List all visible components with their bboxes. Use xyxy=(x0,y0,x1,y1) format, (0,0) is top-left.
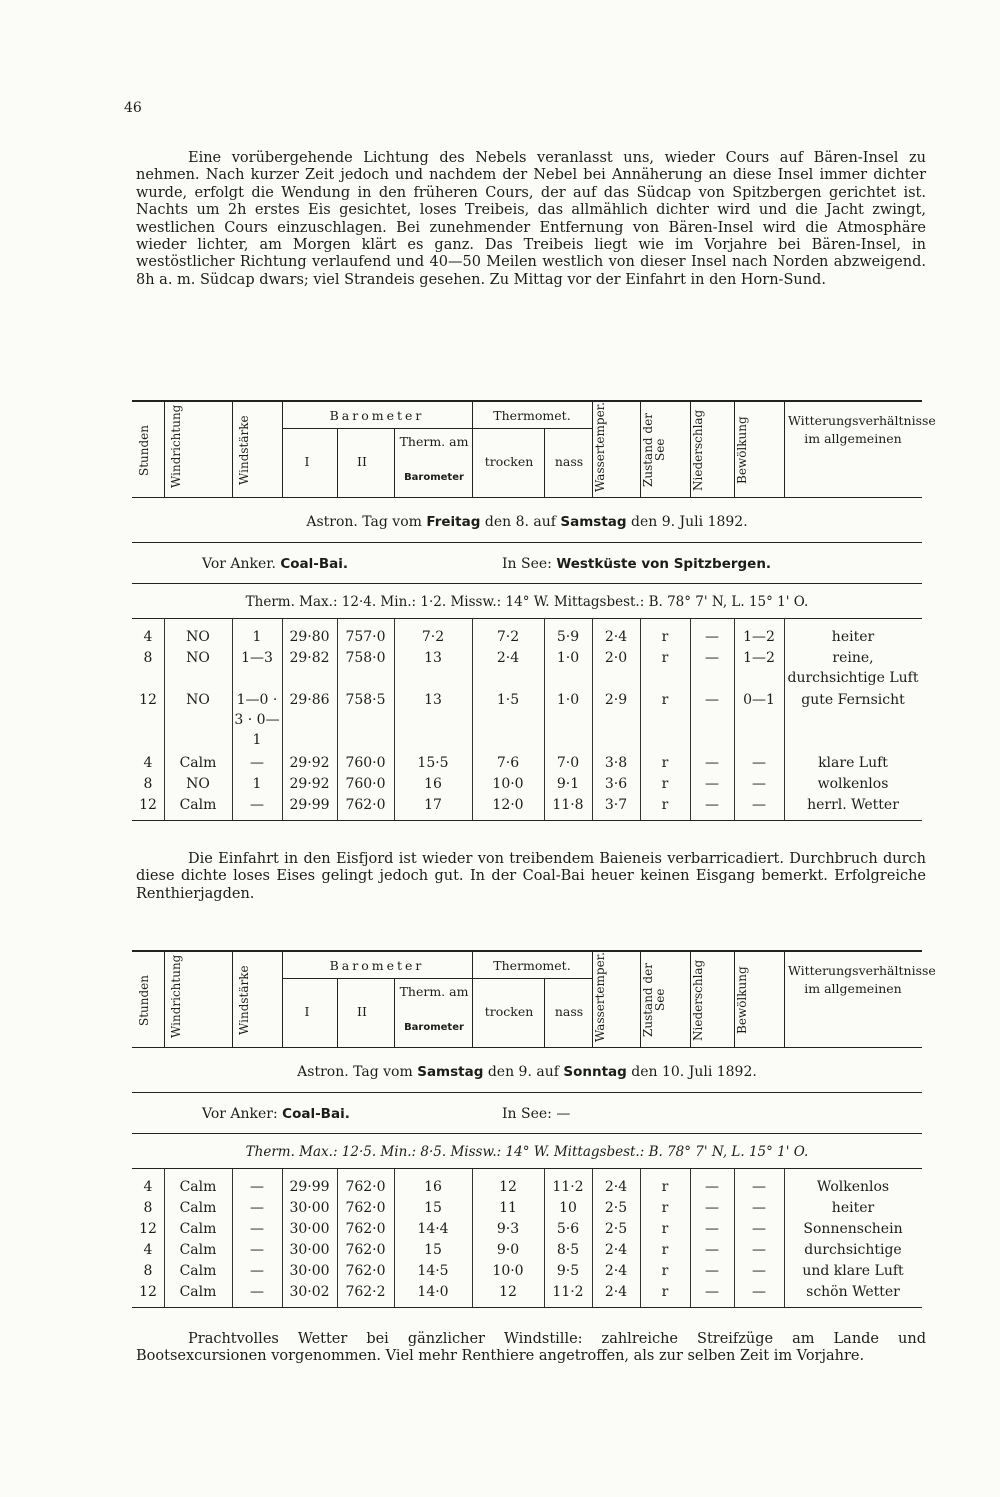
cell-tr: 7·6 xyxy=(496,755,520,771)
cell-zs: r xyxy=(661,650,669,666)
cell-b1: 30·02 xyxy=(289,1284,330,1300)
anchor-line: Vor Anker. Coal-Bai. In See: Westküste von Spitzbergen. xyxy=(132,543,922,584)
header-trocken: trocken xyxy=(484,454,534,469)
table-row xyxy=(132,627,922,648)
cell-wr: Calm xyxy=(179,755,217,771)
cell-wr: NO xyxy=(186,650,210,666)
cell-b1: 30·00 xyxy=(289,1221,330,1237)
cell-b2: 757·0 xyxy=(345,629,386,645)
cell-b2: 760·0 xyxy=(345,755,386,771)
day-line: Astron. Tag vom Samstag den 9. auf Sonntag den 10. Juli 1892. xyxy=(132,1048,922,1093)
header-wassertemper: Wassertemper. xyxy=(593,952,607,1042)
cell-wr: Calm xyxy=(179,1221,217,1237)
cell-b2: 762·0 xyxy=(345,1221,386,1237)
cell-b2: 762·0 xyxy=(345,1200,386,1216)
cell-zs: r xyxy=(661,776,669,792)
cell-bw: — xyxy=(752,1284,766,1300)
anchor-line: Vor Anker: Coal-Bai. In See: — xyxy=(132,1093,922,1134)
cell-zs: r xyxy=(661,1200,669,1216)
cell-b1: 29·82 xyxy=(289,650,330,666)
cell-b1: 30·00 xyxy=(289,1263,330,1279)
cell-ws: 1 xyxy=(252,629,262,645)
cell-b2: 762·0 xyxy=(345,1179,386,1195)
header-barometer-small: Barometer xyxy=(404,472,464,483)
cell-b1: 30·00 xyxy=(289,1242,330,1258)
cell-b1: 29·92 xyxy=(289,776,330,792)
header-barometer-small: Barometer xyxy=(404,1022,464,1033)
cell-wt: 2·9 xyxy=(604,692,628,708)
therm-line: Therm. Max.: 12·4. Min.: 1·2. Missw.: 14° W. Mittagsbest.: B. 78° 7' N, L. 15° 1' O. xyxy=(132,584,922,619)
header-therm-am: Therm. am xyxy=(399,434,469,449)
cell-ns: — xyxy=(705,776,719,792)
therm-line: Therm. Max.: 12·5. Min.: 8·5. Missw.: 14° W. Mittagsbest.: B. 78° 7' N, L. 15° 1' O. xyxy=(132,1134,922,1169)
cell-wv: klare Luft xyxy=(818,755,888,771)
cell-bw: — xyxy=(752,1179,766,1195)
cell-ta: 15·5 xyxy=(417,755,449,771)
header-wassertemper: Wassertemper. xyxy=(593,402,607,492)
cell-tr: 10·0 xyxy=(492,1263,524,1279)
cell-wt: 3·6 xyxy=(604,776,628,792)
cell-wt: 2·0 xyxy=(604,650,628,666)
header-zustand: Zustand der See xyxy=(641,963,667,1037)
cell-tr: 9·3 xyxy=(496,1221,520,1237)
cell-b1: 29·99 xyxy=(289,797,330,813)
cell-h: 8 xyxy=(143,1200,153,1216)
cell-ta: 14·0 xyxy=(417,1284,449,1300)
table-rows xyxy=(132,619,922,821)
header-bewoelkung: Bewölkung xyxy=(735,966,749,1034)
cell-b2: 758·0 xyxy=(345,650,386,666)
cell-zs: r xyxy=(661,1221,669,1237)
cell-ta: 15 xyxy=(424,1200,442,1216)
cell-ns: — xyxy=(705,797,719,813)
cell-ns: — xyxy=(705,1179,719,1195)
cell-ws: 1—0 · 3 · 0—1 xyxy=(234,692,280,748)
cell-wv: schön Wetter xyxy=(806,1284,900,1300)
cell-zs: r xyxy=(661,692,669,708)
day-line: Astron. Tag vom Freitag den 8. auf Samstag den 9. Juli 1892. xyxy=(132,498,922,543)
cell-ta: 15 xyxy=(424,1242,442,1258)
cell-wr: Calm xyxy=(179,1284,217,1300)
cell-h: 8 xyxy=(143,1263,153,1279)
header-nass: nass xyxy=(554,1004,584,1019)
cell-wr: Calm xyxy=(179,1242,217,1258)
cell-ta: 7·2 xyxy=(421,629,445,645)
cell-tr: 11 xyxy=(499,1200,517,1216)
cell-h: 12 xyxy=(139,1284,157,1300)
cell-b1: 30·00 xyxy=(289,1200,330,1216)
table-row xyxy=(132,753,922,774)
paragraph-1 xyxy=(136,150,926,289)
cell-zs: r xyxy=(661,629,669,645)
cell-wr: NO xyxy=(186,692,210,708)
cell-wt: 2·4 xyxy=(604,1263,628,1279)
cell-zs: r xyxy=(661,755,669,771)
header-zustand: Zustand der See xyxy=(641,413,667,487)
cell-wt: 3·8 xyxy=(604,755,628,771)
cell-ta: 16 xyxy=(424,1179,442,1195)
cell-wr: Calm xyxy=(179,1263,217,1279)
cell-ns: — xyxy=(705,650,719,666)
cell-wt: 2·4 xyxy=(604,1179,628,1195)
cell-bw: — xyxy=(752,797,766,813)
cell-ns: — xyxy=(705,629,719,645)
cell-wv: wolkenlos xyxy=(817,776,889,792)
cell-b1: 29·86 xyxy=(289,692,330,708)
cell-ns: — xyxy=(705,692,719,708)
cell-na: 11·8 xyxy=(552,797,584,813)
cell-wr: Calm xyxy=(179,1179,217,1195)
cell-b2: 762·0 xyxy=(345,797,386,813)
cell-na: 10 xyxy=(559,1200,577,1216)
cell-h: 4 xyxy=(143,755,153,771)
cell-ws: 1 xyxy=(252,776,262,792)
cell-ws: 1—3 xyxy=(241,650,273,666)
cell-ta: 13 xyxy=(424,692,442,708)
paragraph-3-text: Prachtvolles Wetter bei gänzlicher Windstille: zahlreiche Streifzüge am Lande und Bootsexcursionen vorgenommen. Viel mehr Renthiere angetroffen, als zur selben Zeit im Vorjahre. xyxy=(136,1331,926,1365)
cell-ws: — xyxy=(250,755,264,771)
weather-table-2 xyxy=(132,950,936,1308)
cell-ns: — xyxy=(705,755,719,771)
cell-tr: 12 xyxy=(499,1284,517,1300)
header-barometer: Barometer xyxy=(329,408,425,423)
cell-wv: heiter xyxy=(831,1200,875,1216)
cell-ws: — xyxy=(250,1179,264,1195)
header-baro-i: I xyxy=(304,454,310,469)
table-row xyxy=(132,1219,922,1240)
cell-tr: 7·2 xyxy=(496,629,520,645)
table-row xyxy=(132,648,922,690)
cell-wv: herrl. Wetter xyxy=(807,797,899,813)
header-windstaerke: Windstärke xyxy=(237,415,251,485)
header-bewoelkung: Bewölkung xyxy=(735,416,749,484)
cell-h: 12 xyxy=(139,797,157,813)
cell-tr: 1·5 xyxy=(496,692,520,708)
header-baro-ii: II xyxy=(357,1004,367,1019)
header-niederschlag: Niederschlag xyxy=(691,409,705,491)
header-barometer: Barometer xyxy=(329,958,425,973)
cell-na: 9·1 xyxy=(556,776,580,792)
cell-wv: heiter xyxy=(831,629,875,645)
cell-h: 8 xyxy=(143,650,153,666)
cell-na: 9·5 xyxy=(556,1263,580,1279)
cell-ws: — xyxy=(250,1242,264,1258)
table-header xyxy=(132,950,936,1048)
cell-na: 7·0 xyxy=(556,755,580,771)
header-stunden: Stunden xyxy=(137,974,151,1026)
cell-ta: 14·5 xyxy=(417,1263,449,1279)
cell-bw: 0—1 xyxy=(743,692,775,708)
table-row xyxy=(132,1240,922,1261)
header-windrichtung: Windrichtung xyxy=(169,404,183,488)
table-row xyxy=(132,1177,922,1198)
cell-wt: 2·5 xyxy=(604,1200,628,1216)
header-therm-am: Therm. am xyxy=(399,984,469,999)
cell-bw: 1—2 xyxy=(743,629,775,645)
cell-ta: 16 xyxy=(424,776,442,792)
cell-tr: 12·0 xyxy=(492,797,524,813)
cell-ns: — xyxy=(705,1200,719,1216)
cell-b2: 760·0 xyxy=(345,776,386,792)
cell-tr: 9·0 xyxy=(496,1242,520,1258)
cell-na: 5·6 xyxy=(556,1221,580,1237)
cell-wr: Calm xyxy=(179,797,217,813)
cell-h: 12 xyxy=(139,692,157,708)
cell-wr: Calm xyxy=(179,1200,217,1216)
cell-wv: durchsichtige xyxy=(804,1242,902,1258)
cell-wt: 2·4 xyxy=(604,1242,628,1258)
cell-ws: — xyxy=(250,797,264,813)
cell-na: 1·0 xyxy=(556,692,580,708)
header-thermometer: Thermomet. xyxy=(493,408,571,423)
table-row xyxy=(132,795,922,816)
cell-h: 4 xyxy=(143,1242,153,1258)
cell-ta: 14·4 xyxy=(417,1221,449,1237)
cell-na: 11·2 xyxy=(552,1179,584,1195)
cell-ws: — xyxy=(250,1221,264,1237)
header-windrichtung: Windrichtung xyxy=(169,954,183,1038)
table-row xyxy=(132,1282,922,1303)
header-witterung: Witterungsverhältnisse im allgemeinen xyxy=(788,413,936,446)
table-row xyxy=(132,1198,922,1219)
header-trocken: trocken xyxy=(484,1004,534,1019)
cell-bw: — xyxy=(752,776,766,792)
cell-ws: — xyxy=(250,1284,264,1300)
cell-zs: r xyxy=(661,1284,669,1300)
page-number: 46 xyxy=(124,100,142,116)
cell-wv: Sonnenschein xyxy=(803,1221,903,1237)
cell-wv: Wolkenlos xyxy=(816,1179,890,1195)
cell-ns: — xyxy=(705,1284,719,1300)
paragraph-2 xyxy=(136,851,926,903)
cell-tr: 12 xyxy=(499,1179,517,1195)
table-rows xyxy=(132,1169,922,1308)
cell-b1: 29·99 xyxy=(289,1179,330,1195)
table-header xyxy=(132,400,936,498)
cell-ta: 17 xyxy=(424,797,442,813)
table-row xyxy=(132,1261,922,1282)
header-baro-i: I xyxy=(304,1004,310,1019)
cell-tr: 2·4 xyxy=(496,650,520,666)
header-niederschlag: Niederschlag xyxy=(691,959,705,1041)
cell-b2: 762·0 xyxy=(345,1263,386,1279)
weather-table-1 xyxy=(132,400,936,821)
cell-ns: — xyxy=(705,1242,719,1258)
cell-wt: 2·4 xyxy=(604,629,628,645)
cell-bw: 1—2 xyxy=(743,650,775,666)
cell-b2: 762·2 xyxy=(345,1284,386,1300)
cell-h: 8 xyxy=(143,776,153,792)
cell-na: 1·0 xyxy=(556,650,580,666)
cell-zs: r xyxy=(661,1179,669,1195)
cell-zs: r xyxy=(661,1242,669,1258)
header-thermometer: Thermomet. xyxy=(493,958,571,973)
cell-b1: 29·80 xyxy=(289,629,330,645)
cell-wt: 3·7 xyxy=(604,797,628,813)
table-row xyxy=(132,774,922,795)
cell-wv: reine, durchsichtige Luft xyxy=(787,650,919,686)
cell-bw: — xyxy=(752,755,766,771)
cell-b2: 762·0 xyxy=(345,1242,386,1258)
paragraph-3 xyxy=(136,1331,926,1366)
cell-bw: — xyxy=(752,1242,766,1258)
cell-na: 11·2 xyxy=(552,1284,584,1300)
cell-na: 5·9 xyxy=(556,629,580,645)
cell-wr: NO xyxy=(186,776,210,792)
cell-h: 4 xyxy=(143,1179,153,1195)
cell-ta: 13 xyxy=(424,650,442,666)
cell-na: 8·5 xyxy=(556,1242,580,1258)
table-row xyxy=(132,690,922,753)
cell-wv: und klare Luft xyxy=(802,1263,904,1279)
header-baro-ii: II xyxy=(357,454,367,469)
cell-wt: 2·4 xyxy=(604,1284,628,1300)
cell-ns: — xyxy=(705,1221,719,1237)
cell-h: 4 xyxy=(143,629,153,645)
cell-ns: — xyxy=(705,1263,719,1279)
cell-zs: r xyxy=(661,1263,669,1279)
cell-zs: r xyxy=(661,797,669,813)
cell-wt: 2·5 xyxy=(604,1221,628,1237)
cell-wr: NO xyxy=(186,629,210,645)
header-witterung: Witterungsverhältnisse im allgemeinen xyxy=(788,963,936,996)
cell-tr: 10·0 xyxy=(492,776,524,792)
cell-ws: — xyxy=(250,1263,264,1279)
cell-b2: 758·5 xyxy=(345,692,386,708)
header-windstaerke: Windstärke xyxy=(237,965,251,1035)
paragraph-2-text: Die Einfahrt in den Eisfjord ist wieder von treibendem Baieneis verbarricadiert. Durchbruch durch diese dichte loses Eises gelingt jedoch gut. In der Coal-Bai heuer keinen Eisgang bemerkt. Erfolgreiche Renthierjagden. xyxy=(136,851,926,902)
cell-ws: — xyxy=(250,1200,264,1216)
header-stunden: Stunden xyxy=(137,424,151,476)
cell-bw: — xyxy=(752,1200,766,1216)
cell-wv: gute Fernsicht xyxy=(801,692,905,708)
header-nass: nass xyxy=(554,454,584,469)
cell-bw: — xyxy=(752,1263,766,1279)
cell-bw: — xyxy=(752,1221,766,1237)
cell-h: 12 xyxy=(139,1221,157,1237)
cell-b1: 29·92 xyxy=(289,755,330,771)
paragraph-1-text: Eine vorübergehende Lichtung des Nebels veranlasst uns, wieder Cours auf Bären-Insel zu nehmen. Nach kurzer Zeit jedoch und nachdem der Nebel bei Annäherung an diese Insel immer dichter wurde, erfolgt die Wendung in den früheren Cours, der auf das Südcap von Spitzbergen gerichtet ist. Nachts um 2h erstes Eis gesichtet, loses Treibeis, das allmählich dichter wird und die Jacht zwingt, westlichen Cours einzuschlagen. Bei zunehmender Entfernung von Bären-Insel wird die Atmosphäre wieder lichter, am Morgen klärt es ganz. Das Treibeis liegt wie im Vorjahre bei Bären-Insel, in westöstlicher Richtung verlaufend und 40—50 Meilen westlich von dieser Insel nach Norden abzweigend. 8h a. m. Südcap dwars; viel Strandeis gesehen. Zu Mittag vor der Einfahrt in den Horn-Sund. xyxy=(136,150,926,288)
